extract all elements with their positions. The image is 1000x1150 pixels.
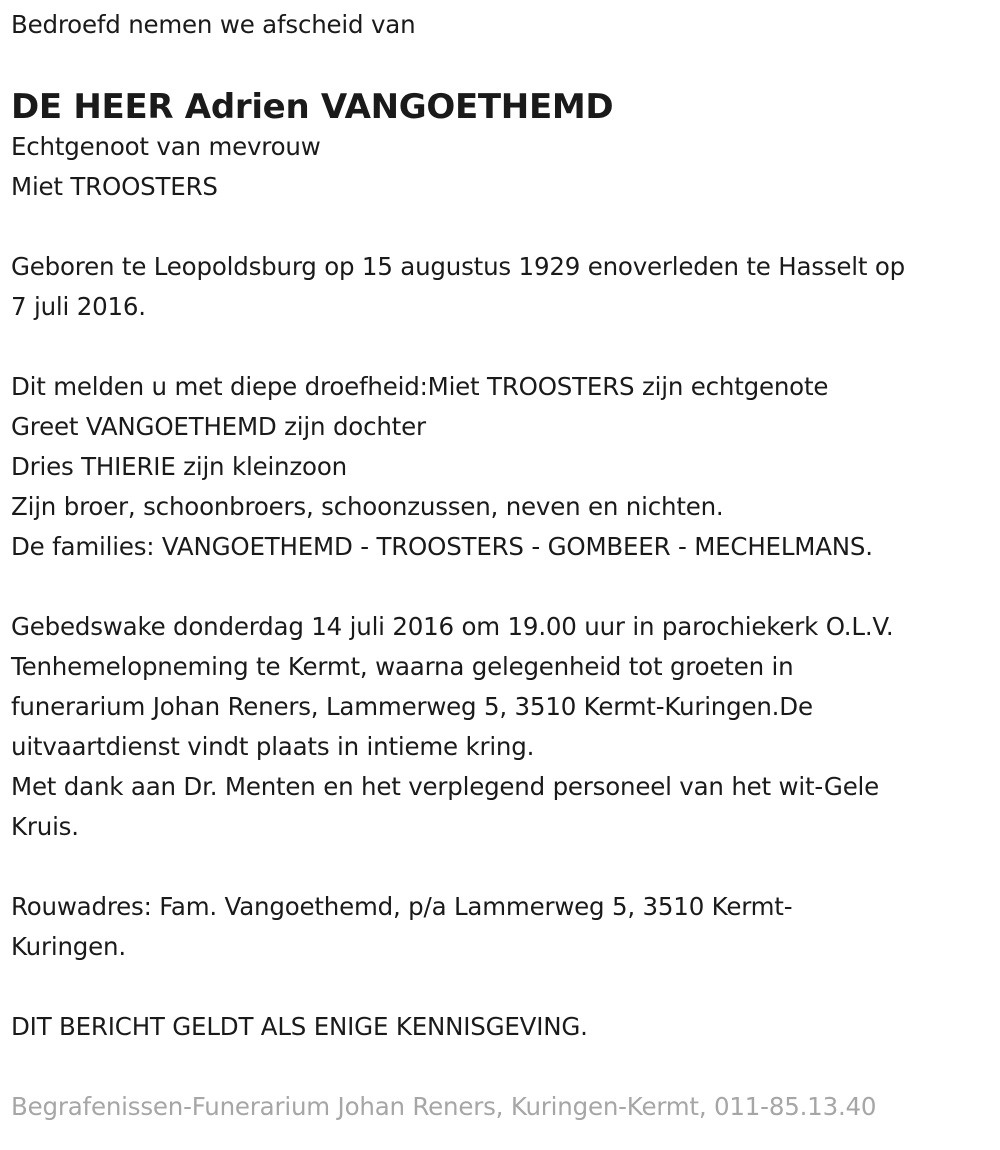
birth-death-line-2: 7 juli 2016. [11, 292, 146, 321]
spouse-line-2: Miet TROOSTERS [11, 172, 218, 201]
service-line: Tenhemelopneming te Kermt, waarna gelegenheid tot groeten in [11, 652, 794, 681]
service-line: uitvaartdienst vindt plaats in intieme kring. [11, 732, 535, 761]
birth-death-block [11, 247, 996, 327]
announcer-line: Greet VANGOETHEMD zijn dochter [11, 412, 426, 441]
announcer-line: Zijn broer, schoonbroers, schoonzussen, neven en nichten. [11, 492, 724, 521]
service-line: Met dank aan Dr. Menten en het verplegend personeel van het wit-Gele [11, 772, 880, 801]
announcer-line: Dries THIERIE zijn kleinzoon [11, 452, 347, 481]
official-notice: DIT BERICHT GELDT ALS ENIGE KENNISGEVING. [11, 1012, 588, 1041]
service-block [11, 607, 996, 847]
deceased-name: DE HEER Adrien VANGOETHEMD [11, 87, 614, 127]
spouse-block [11, 127, 996, 207]
announcer-line: Dit melden u met diepe droefheid:Miet TROOSTERS zijn echtgenote [11, 372, 829, 401]
service-line: funerarium Johan Reners, Lammerweg 5, 3510 Kermt-Kuringen.De [11, 692, 813, 721]
service-line: Kruis. [11, 812, 79, 841]
address-block [11, 887, 996, 967]
service-line: Gebedswake donderdag 14 juli 2016 om 19.00 uur in parochiekerk O.L.V. [11, 612, 894, 641]
funeral-home-footer: Begrafenissen-Funerarium Johan Reners, Kuringen-Kermt, 011-85.13.40 [11, 1092, 877, 1121]
spouse-line-1: Echtgenoot van mevrouw [11, 132, 321, 161]
address-line: Rouwadres: Fam. Vangoethemd, p/a Lammerweg 5, 3510 Kermt- [11, 892, 793, 921]
obituary-notice [11, 0, 996, 1127]
birth-death-line-1: Geboren te Leopoldsburg op 15 augustus 1929 enoverleden te Hasselt op [11, 252, 906, 281]
announcer-line: De families: VANGOETHEMD - TROOSTERS - GOMBEER - MECHELMANS. [11, 532, 873, 561]
intro-text: Bedroefd nemen we afscheid van [11, 10, 416, 39]
address-line: Kuringen. [11, 932, 126, 961]
announcers-block [11, 367, 996, 567]
